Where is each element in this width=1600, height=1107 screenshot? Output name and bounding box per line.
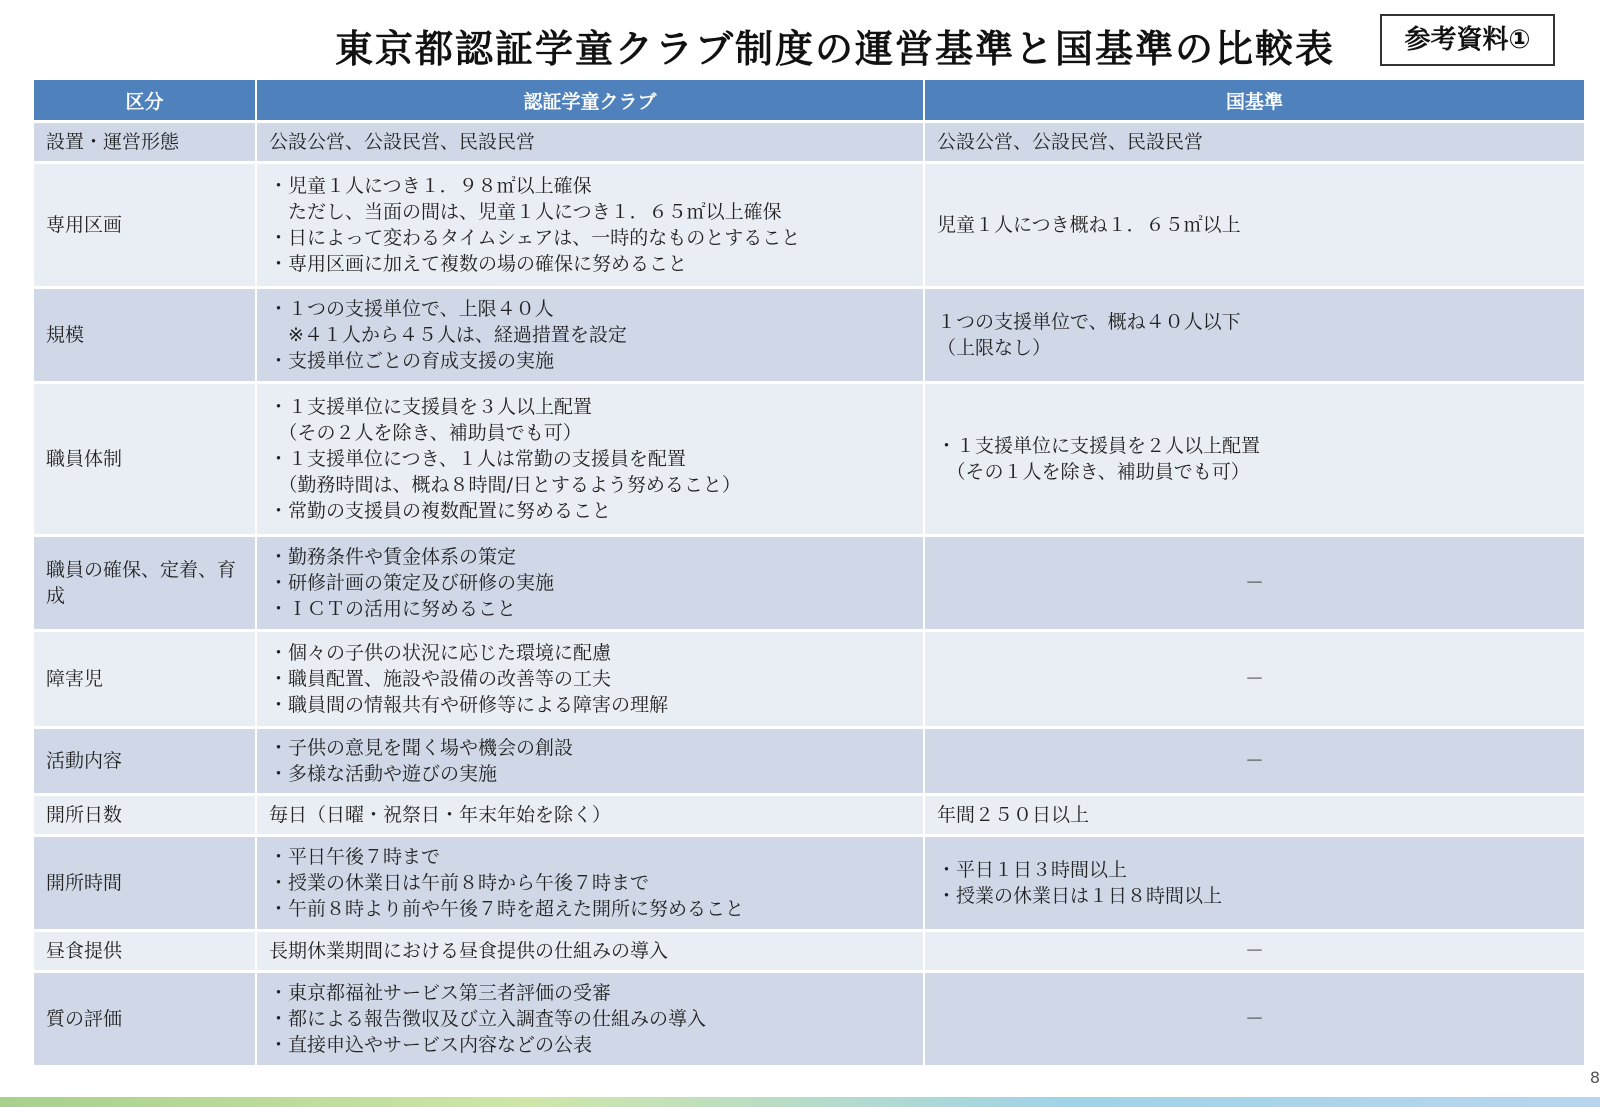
header-national: 国基準	[925, 80, 1584, 120]
row-certified: ・東京都福祉サービス第三者評価の受審 ・都による報告徴収及び立入調査等の仕組みの導入 ・直接申込やサービス内容などの公表	[257, 973, 925, 1065]
row-national: １つの支援単位で、概ね４０人以下 （上限なし）	[925, 289, 1584, 381]
row-certified: ・１支援単位に支援員を３人以上配置 （その２人を除き、補助員でも可） ・１支援単位につき、１人は常勤の支援員を配置 （勤務時間は、概ね８時間/日とするよう努めること） ・常勤の支援員の複数配置に努めること	[257, 384, 925, 534]
row-category: 活動内容	[34, 729, 257, 793]
row-certified: ・個々の子供の状況に応じた環境に配慮 ・職員配置、施設や設備の改善等の工夫 ・職員間の情報共有や研修等による障害の理解	[257, 632, 925, 726]
table-header-row	[34, 80, 1584, 120]
table-row	[34, 796, 1584, 834]
row-certified: ・児童１人につき１．９８㎡以上確保 ただし、当面の間は、児童１人につき１．６５㎡以上確保 ・日によって変わるタイムシェアは、一時的なものとすること ・専用区画に加えて複数の場の確保に努めること	[257, 164, 925, 286]
row-category: 職員体制	[34, 384, 257, 534]
table-row	[34, 537, 1584, 629]
table-row	[34, 164, 1584, 286]
row-national: ・１支援単位に支援員を２人以上配置 （その１人を除き、補助員でも可）	[925, 384, 1584, 534]
page-number: 8	[1589, 1068, 1600, 1087]
table-row	[34, 932, 1584, 970]
row-category: 規模	[34, 289, 257, 381]
row-certified: ・平日午後７時まで ・授業の休業日は午前８時から午後７時まで ・午前８時より前や午後７時を超えた開所に努めること	[257, 837, 925, 929]
page-title: 東京都認証学童クラブ制度の運営基準と国基準の比較表	[334, 27, 1335, 71]
table-row	[34, 973, 1584, 1065]
header-certified: 認証学童クラブ	[257, 80, 925, 120]
row-category: 開所日数	[34, 796, 257, 834]
header-category: 区分	[34, 80, 257, 120]
row-national: －	[925, 932, 1584, 970]
row-certified: 公設公営、公設民営、民設民営	[257, 123, 925, 161]
row-certified: ・勤務条件や賃金体系の策定 ・研修計画の策定及び研修の実施 ・ＩＣＴの活用に努めること	[257, 537, 925, 629]
row-national: 公設公営、公設民営、民設民営	[925, 123, 1584, 161]
row-category: 職員の確保、定着、育成	[34, 537, 257, 629]
row-national: －	[925, 973, 1584, 1065]
row-national: 児童１人につき概ね１．６５㎡以上	[925, 164, 1584, 286]
table-row	[34, 123, 1584, 161]
table-row	[34, 837, 1584, 929]
row-national: －	[925, 537, 1584, 629]
row-category: 質の評価	[34, 973, 257, 1065]
row-category: 設置・運営形態	[34, 123, 257, 161]
table-row	[34, 729, 1584, 793]
reference-label: 参考資料①	[1380, 14, 1555, 66]
row-category: 障害児	[34, 632, 257, 726]
row-national: －	[925, 729, 1584, 793]
row-national: 年間２５０日以上	[925, 796, 1584, 834]
comparison-table	[34, 77, 1584, 1068]
row-certified: ・１つの支援単位で、上限４０人 ※４１人から４５人は、経過措置を設定 ・支援単位ごとの育成支援の実施	[257, 289, 925, 381]
row-certified: ・子供の意見を聞く場や機会の創設 ・多様な活動や遊びの実施	[257, 729, 925, 793]
row-certified: 長期休業期間における昼食提供の仕組みの導入	[257, 932, 925, 970]
table-row	[34, 289, 1584, 381]
row-category: 開所時間	[34, 837, 257, 929]
row-national: ・平日１日３時間以上 ・授業の休業日は１日８時間以上	[925, 837, 1584, 929]
row-category: 専用区画	[34, 164, 257, 286]
row-national: －	[925, 632, 1584, 726]
table-row	[34, 632, 1584, 726]
table-row	[34, 384, 1584, 534]
bottom-decorative-bar	[0, 1097, 1600, 1107]
row-certified: 毎日（日曜・祝祭日・年末年始を除く）	[257, 796, 925, 834]
row-category: 昼食提供	[34, 932, 257, 970]
